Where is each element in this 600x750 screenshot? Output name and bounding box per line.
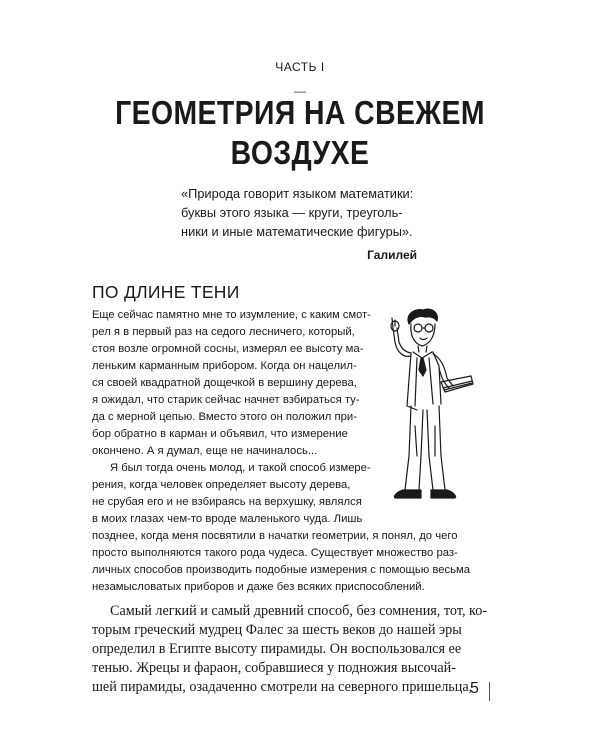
body-line: окончено. А я думал, еще не начиналось... (92, 445, 318, 457)
epigraph-line: «Природа говорит языком математики: (181, 186, 414, 201)
chapter-title-line-1: ГЕОМЕТРИЯ НА СВЕЖЕМ (115, 94, 485, 131)
body-line: позднее, когда меня посвятили в начатки геометрии, я понял, до чего (92, 530, 458, 542)
chapter-title-line-2: ВОЗДУХЕ (230, 134, 370, 171)
body-line: шей пирамиды, озадаченно смотрели на северного пришельца, (92, 679, 473, 695)
body-line: Я был тогда очень молод, и такой способ измере- (110, 462, 371, 474)
epigraph-author: Галилей (367, 248, 417, 262)
body-line: Еще сейчас памятно мне то изумление, с каким смот- (92, 309, 371, 321)
body-line: бор обратно в карман и объявил, что измерение (92, 428, 348, 440)
body-line: незамысловатых приборов и даже без всяких приспособлений. (92, 581, 425, 593)
page-number: 5 (470, 680, 479, 697)
body-line: в моих глазах чем-то вроде маленького чуда. Лишь (92, 513, 363, 525)
body-line: ся своей квадратной дощечкой в вершину дерева, (92, 377, 357, 389)
body-line: тенью. Жрецы и фараон, собравшиеся у подножия высочай- (92, 660, 457, 676)
body-line: торым греческий мудрец Фалес за шесть веков до нашей эры (92, 622, 462, 638)
man-with-book-illustration (375, 306, 475, 502)
body-line: Самый легкий и самый древний способ, без сомнения, тот, ко- (110, 603, 488, 619)
body-line: личных способов производить подобные измерения с помощью весьма (92, 564, 471, 576)
body-line: рел я в первый раз на седого лесничего, который, (92, 326, 355, 338)
body-line: не срубая его и не взбираясь на верхушку, являлся (92, 496, 362, 508)
part-dash: — (294, 84, 306, 98)
body-line: просто выполняются такого рода чудеса. Существует множество раз- (92, 547, 458, 559)
epigraph-line: ники и иные математические фигуры». (181, 224, 413, 239)
body-line: леньким карманным прибором. Когда он нацелил- (92, 360, 357, 372)
page-number-divider (489, 682, 490, 701)
chapter-title (42, 93, 558, 173)
part-label: ЧАСТЬ I (275, 60, 325, 74)
epigraph-line: буквы этого языка — круги, треуголь- (181, 205, 403, 220)
body-line: рения, когда человек определяет высоту дерева, (92, 479, 351, 491)
body-line: я ожидал, что старик сейчас начнет взбираться ту- (92, 394, 360, 406)
section-title: ПО ДЛИНЕ ТЕНИ (92, 282, 240, 302)
body-line: стоя возле огромной сосны, измерял ее высоту ма- (92, 343, 364, 355)
body-line: определил в Египте высоту пирамиды. Он воспользовался ее (92, 641, 462, 657)
body-line: да с мерной цепью. Вместо этого он положил при- (92, 411, 357, 423)
